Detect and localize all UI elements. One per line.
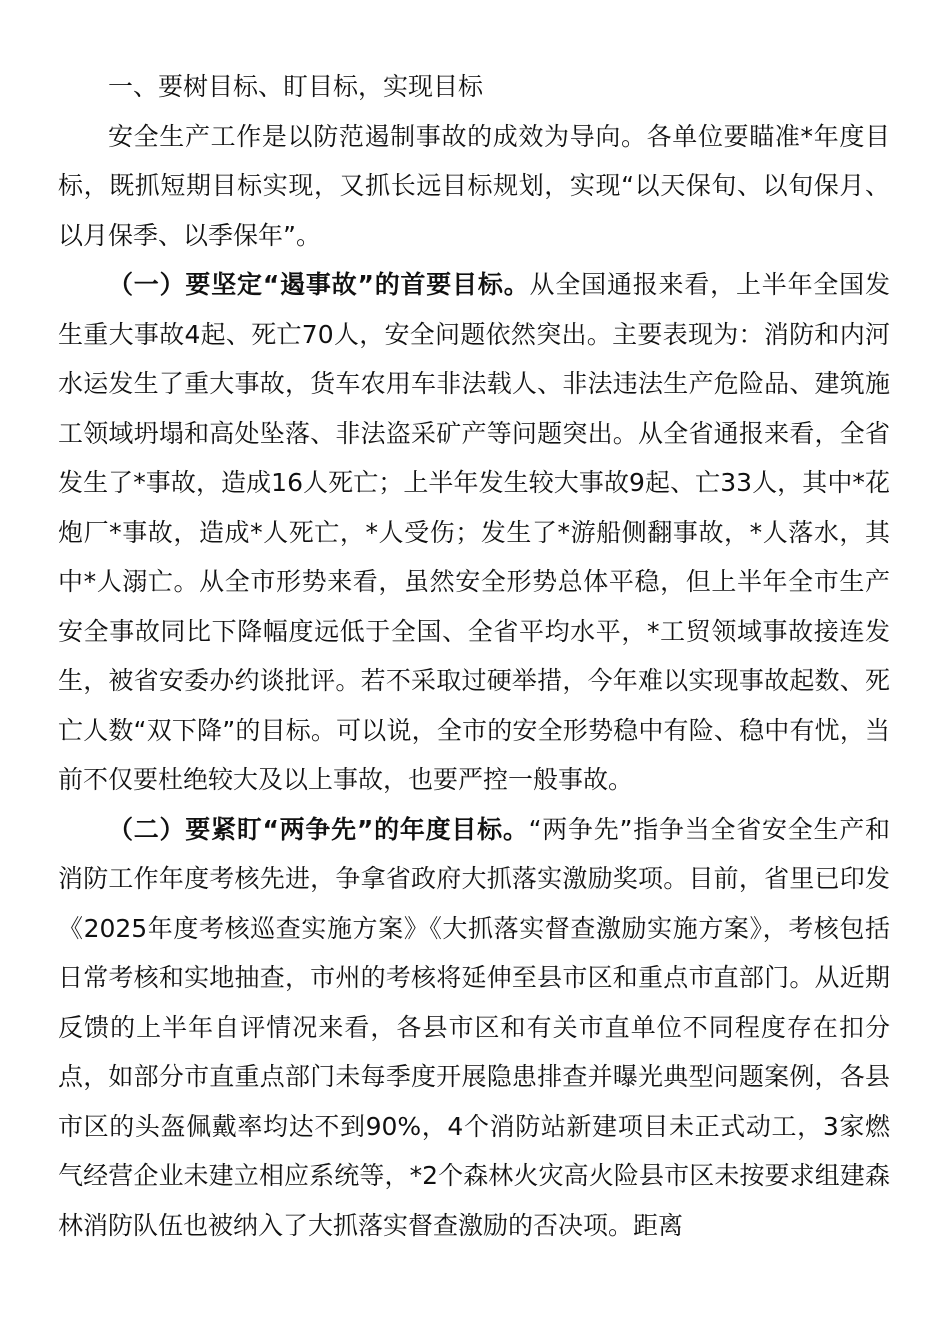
item-2-title: （二）要紧盯“两争先”的年度目标。 bbox=[108, 814, 529, 844]
item-2-paragraph bbox=[58, 805, 890, 1251]
section-heading: 一、要树目标、盯目标，实现目标 bbox=[108, 72, 484, 101]
item-2-body: “两争先”指争当全省安全生产和消防工作年度考核先进，争拿省政府大抓落实激励奖项。目前，省里已印发《2025年度考核巡查实施方案》《大抓落实督查激励实施方案》，考核包括日常考核和实地抽查，市州的考核将延伸至县市区和重点市直部门。从近期反馈的上半年自评情况来看，各县市区和有关市直单位不同程度存在扣分点，如部分市直重点部门未每季度开展隐患排查并曝光典型问题案例，各县市区的头盔佩戴率均达不到90%，4个消防站新建项目未正式动工，3家燃气经营企业未建立相应系统等，*2个森林火灾高火险县市区未按要求组建森林消防队伍也被纳入了大抓落实督查激励的否决项。距离 bbox=[58, 814, 891, 1240]
item-1-body: 从全国通报来看，上半年全国发生重大事故4起、死亡70人，安全问题依然突出。主要表现为：消防和内河水运发生了重大事故，货车农用车非法载人、非法违法生产危险品、建筑施工领域坍塌和高处坠落、非法盗采矿产等问题突出。从全省通报来看，全省发生了*事故，造成16人死亡；上半年发生较大事故9起、亡33人，其中*花炮厂*事故，造成*人死亡，*人受伤；发生了*游船侧翻事故，*人落水，其中*人溺亡。从全市形势来看，虽然安全形势总体平稳，但上半年全市生产安全事故同比下降幅度远低于全国、全省平均水平，*工贸领域事故接连发生，被省安委办约谈批评。若不采取过硬举措，今年难以实现事故起数、死亡人数“双下降”的目标。可以说，全市的安全形势稳中有险、稳中有忧，当前不仅要杜绝较大及以上事故，也要严控一般事故。 bbox=[58, 270, 890, 794]
document-body bbox=[58, 62, 890, 1250]
item-1-paragraph bbox=[58, 260, 890, 805]
intro-paragraph: 安全生产工作是以防范遏制事故的成效为导向。各单位要瞄准*年度目标，既抓短期目标实现，又抓长远目标规划，实现“以天保旬、以旬保月、以月保季、以季保年”。 bbox=[58, 121, 890, 250]
item-1-title: （一）要坚定“遏事故”的首要目标。 bbox=[108, 270, 530, 299]
